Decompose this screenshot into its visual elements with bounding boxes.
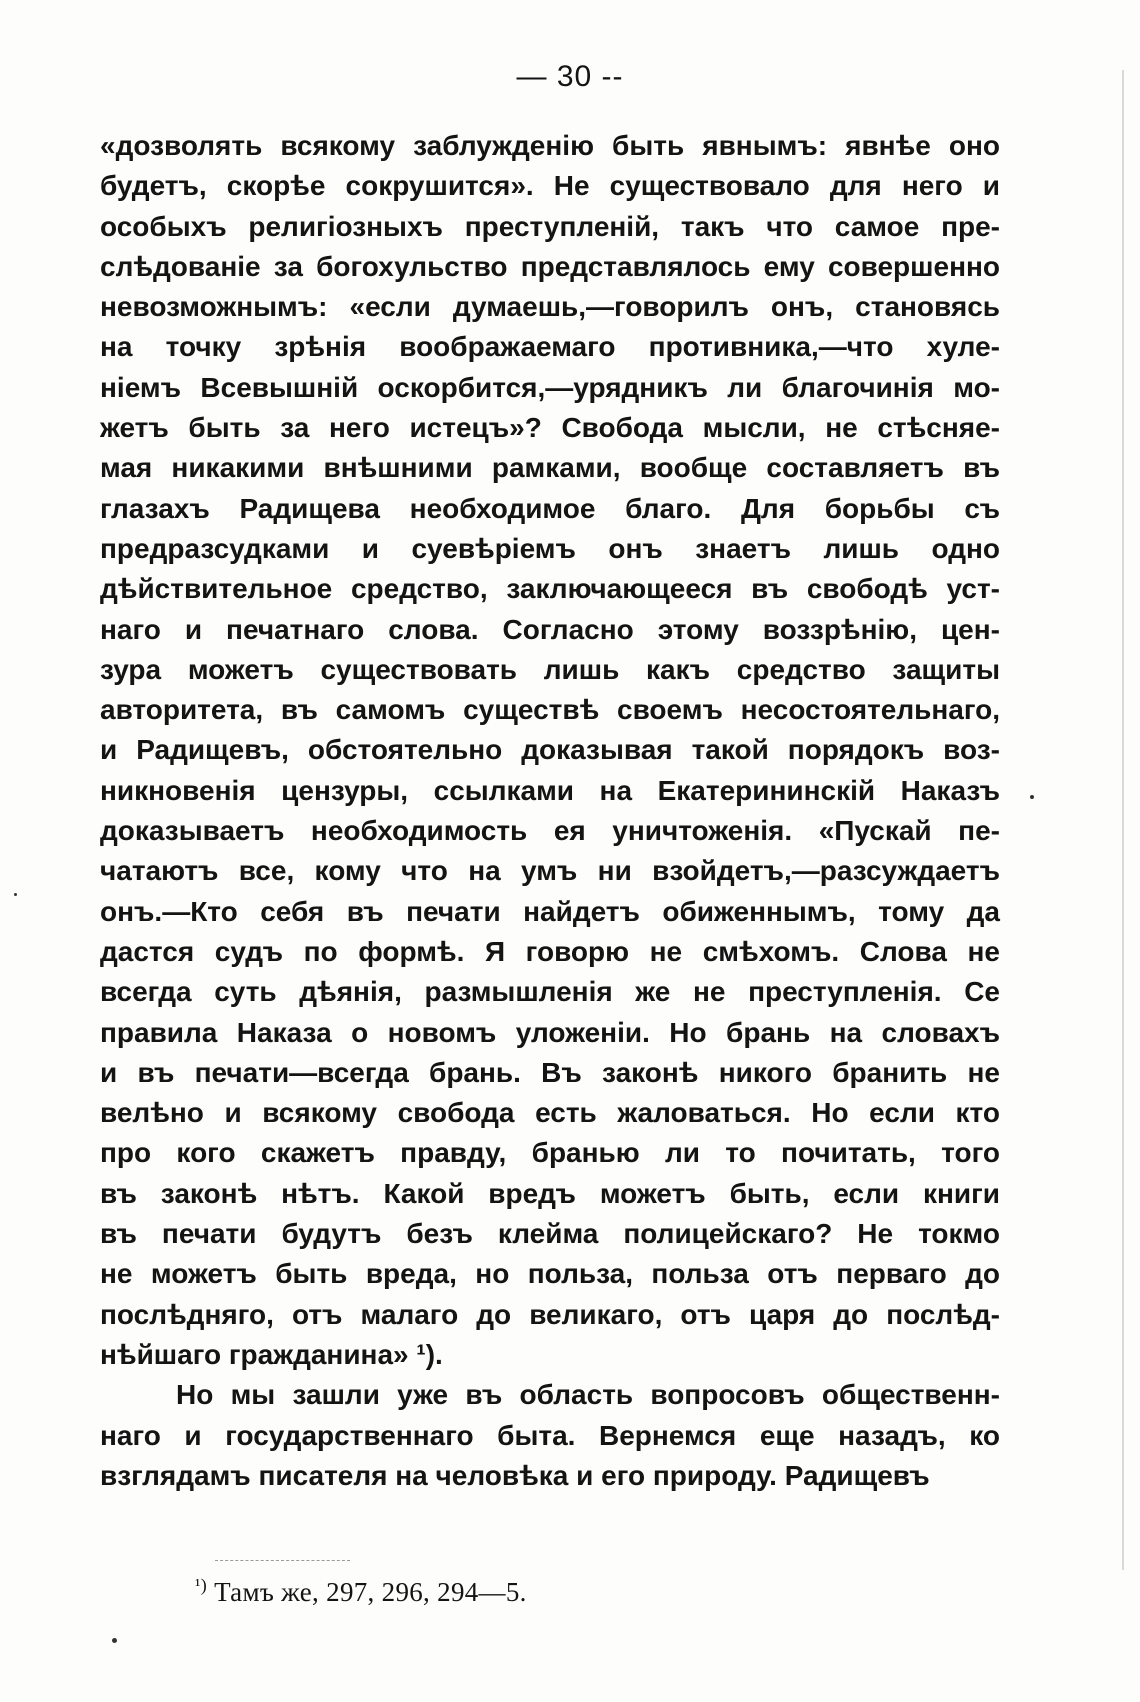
print-speck bbox=[112, 1638, 117, 1643]
text-line: въ печати будутъ безъ клейма полицейскаго? Не токмо bbox=[100, 1218, 1000, 1250]
page-number: — 30 -- bbox=[516, 60, 624, 93]
text-line: на точку зрѣнія воображаемаго противника,—что хуле- bbox=[100, 331, 1000, 363]
text-line: про кого скажетъ правду, бранью ли то почитать, того bbox=[100, 1137, 1000, 1169]
text-line: въ законѣ нѣтъ. Какой вредъ можетъ быть, если книги bbox=[100, 1177, 1000, 1209]
footnote-text: Тамъ же, 297, 296, 294—5. bbox=[214, 1577, 527, 1607]
text-line: наго и государственнаго быта. Вернемся еще назадъ, ко bbox=[100, 1419, 1000, 1451]
footnote-mark: ¹) bbox=[195, 1575, 207, 1595]
text-line: ніемъ Всевышній оскорбится,—урядникъ ли благочинія мо- bbox=[100, 371, 1000, 403]
text-line: послѣдняго, отъ малаго до великаго, отъ царя до послѣд- bbox=[100, 1298, 1000, 1330]
print-speck bbox=[14, 893, 17, 896]
text-line: и въ печати—всегда брань. Въ законѣ никого бранить не bbox=[100, 1056, 1000, 1088]
text-line: всегда суть дѣянія, размышленія же не преступленія. Се bbox=[100, 976, 1000, 1008]
page-margin-shadow bbox=[1122, 70, 1124, 1570]
text-line: мая никакими внѣшними рамками, вообще составляетъ въ bbox=[100, 452, 1000, 484]
text-line: не можетъ быть вреда, но польза, польза отъ перваго до bbox=[100, 1258, 1000, 1290]
text-line: глазахъ Радищева необходимое благо. Для борьбы съ bbox=[100, 492, 1000, 524]
text-line: велѣно и всякому свобода есть жаловаться. Но если кто bbox=[100, 1097, 1000, 1129]
text-line: жетъ быть за него истецъ»? Свобода мысли, не стѣсняе- bbox=[100, 412, 1000, 444]
text-line: никновенія цензуры, ссылками на Екатерининскій Наказъ bbox=[100, 774, 1000, 806]
text-line: будетъ, скорѣе сокрушится». Не существовало для него и bbox=[100, 170, 1000, 202]
text-line: наго и печатнаго слова. Согласно этому воззрѣнію, цен- bbox=[100, 613, 1000, 645]
print-speck bbox=[1030, 795, 1034, 799]
text-line: «дозволять всякому заблужденію быть явнымъ: явнѣе оно bbox=[100, 130, 1000, 161]
footnote bbox=[195, 1575, 527, 1608]
text-line: особыхъ религіозныхъ преступленій, такъ что самое пре- bbox=[100, 210, 1000, 242]
text-line: правила Наказа о новомъ уложеніи. Но брань на словахъ bbox=[100, 1016, 1000, 1048]
text-line: и Радищевъ, обстоятельно доказывая такой порядокъ воз- bbox=[100, 734, 1000, 766]
text-line: зура можетъ существовать лишь какъ средство защиты bbox=[100, 653, 1000, 685]
text-line: слѣдованіе за богохульство представлялось ему совершенно bbox=[100, 250, 1000, 282]
body-text bbox=[100, 126, 1000, 1496]
text-line: онъ.—Кто себя въ печати найдетъ обиженнымъ, тому да bbox=[100, 895, 1000, 927]
text-line: нѣйшаго гражданина» ¹). bbox=[100, 1338, 443, 1370]
text-line: предразсудками и суевѣріемъ онъ знаетъ лишь одно bbox=[100, 532, 1000, 564]
text-line: доказываетъ необходимость ея уничтоженія. «Пускай пе- bbox=[100, 815, 1000, 847]
text-line: невозможнымъ: «если думаешь,—говорилъ онъ, становясь bbox=[100, 291, 1000, 323]
footnote-rule bbox=[215, 1560, 350, 1561]
text-line: дѣйствительное средство, заключающееся въ свободѣ уст- bbox=[100, 573, 1000, 605]
text-line: Но мы зашли уже въ область вопросовъ общественн- bbox=[176, 1379, 1000, 1411]
text-line: чатаютъ все, кому что на умъ ни взойдетъ,—разсуждаетъ bbox=[100, 855, 1000, 887]
text-line: взглядамъ писателя на человѣка и его природу. Радищевъ bbox=[100, 1459, 930, 1491]
text-line: авторитета, въ самомъ существѣ своемъ несостоятельнаго, bbox=[100, 694, 1000, 726]
text-line: дастся судъ по формѣ. Я говорю не смѣхомъ. Слова не bbox=[100, 935, 1000, 967]
